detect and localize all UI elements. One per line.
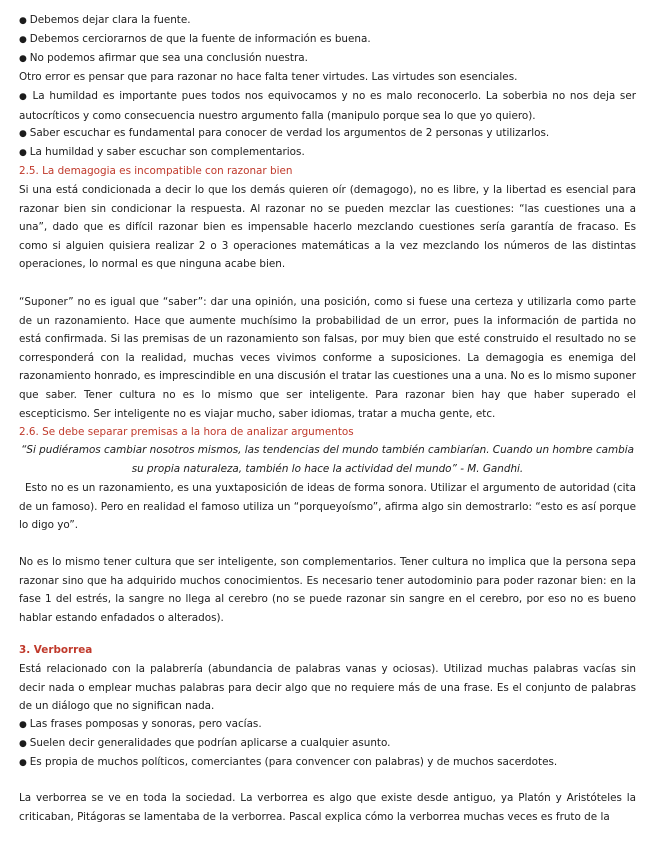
paragraph: Si una está condicionada a decir lo que los demás quieren oír (demagogo), no es libre, y la libertad es esencial para razonar bien sin condicionar la respuesta. Al razonar no se pueden mezclar las cuestiones: “las cuestiones una a una”, dado que es difícil razonar bien es impensable hacerlo mezclando cuestiones sería garantía de fracaso. Es como si alguien quisiera realizar 2 o 3 operaciones matemáticas a la vez mezclando los números de las distintas operaciones, lo normal es que ninguna acabe bien. bbox=[19, 184, 636, 271]
paragraph: Otro error es pensar que para razonar no hace falta tener virtudes. Las virtudes son esenciales. bbox=[19, 71, 518, 83]
section-heading-2-5: 2.5. La demagogia es incompatible con razonar bien bbox=[19, 165, 293, 177]
bullet-item: ● Suelen decir generalidades que podrían aplicarse a cualquier asunto. bbox=[19, 734, 636, 754]
bullet-item: ● La humildad es importante pues todos nos equivocamos y no es malo reconocerlo. La soberbia no nos deja ser autocríticos y como consecuencia nuestro argumento falla (manipulo porque sea lo que yo quiero). bbox=[19, 87, 636, 125]
bullet-item: ● Saber escuchar es fundamental para conocer de verdad los argumentos de 2 personas y utilizarlos. bbox=[19, 124, 636, 144]
bullet-item: ● No podemos afirmar que sea una conclusión nuestra. bbox=[19, 49, 636, 69]
bullet-item: ● Es propia de muchos políticos, comerciantes (para convencer con palabras) y de muchos sacerdotes. bbox=[19, 753, 636, 773]
section-heading-3: 3. Verborrea bbox=[19, 644, 93, 656]
bullet-item: ● Debemos dejar clara la fuente. bbox=[19, 11, 636, 31]
bullet-item: ● Las frases pomposas y sonoras, pero vacías. bbox=[19, 715, 636, 735]
gandhi-quote: “Si pudiéramos cambiar nosotros mismos, las tendencias del mundo también cambiarían. Cuando un hombre cambia su propia naturaleza, también lo hace la actividad del mundo” - M. Gandhi. bbox=[20, 444, 635, 475]
paragraph: La verborrea se ve en toda la sociedad. La verborrea es algo que existe desde antiguo, ya Platón y Aristóteles la criticaban, Pitágoras se lamentaba de la verborrea. Pascal explica cómo la verborrea muchas veces es fruto de la bbox=[19, 792, 636, 823]
paragraph: No es lo mismo tener cultura que ser inteligente, son complementarios. Tener cultura no implica que la persona sepa razonar sino que ha adquirido muchos conocimientos. Es necesario tener autodominio para poder razonar bien: en la fase 1 del estrés, la sangre no llega al cerebro (no se puede razonar sin sangre en el cerebro, por eso no es bueno hablar estando enfadados o alterados). bbox=[19, 556, 636, 624]
section-heading-2-6: 2.6. Se debe separar premisas a la hora de analizar argumentos bbox=[19, 426, 354, 438]
bullet-item: ● Debemos cerciorarnos de que la fuente de información es buena. bbox=[19, 30, 636, 50]
paragraph: “Suponer” no es igual que “saber”: dar una opinión, una posición, como si fuese una certeza y utilizarla como parte de un razonamiento. Hace que aumente muchísimo la probabilidad de un error, pues la información de partida no está confirmada. Si las premisas de un razonamiento son falsas, por muy bien que esté construido el resultado no se corresponderá con la realidad, muchas veces vivimos conforme a suposiciones. La demagogia es enemiga del razonamiento honrado, es imprescindible en una discusión el tratar las cuestiones una a una. No es lo mismo suponer que saber. Tener cultura no es lo mismo que ser inteligente. Para razonar bien hay que haber superado el escepticismo. Ser inteligente no es viajar mucho, saber idiomas, tratar a mucha gente, etc. bbox=[19, 296, 636, 420]
paragraph: Esto no es un razonamiento, es una yuxtaposición de ideas de forma sonora. Utilizar el argumento de autoridad (cita de un famoso). Pero en realidad el famoso utiliza un “porqueyoísmo”, afirma algo sin demostrarlo: “esto es así porque lo digo yo”. bbox=[19, 482, 636, 532]
paragraph: Está relacionado con la palabrería (abundancia de palabras vanas y ociosas). Utilizad muchas palabras vacías sin decir nada o emplear muchas palabras para decir algo que no requiere más de una frase. Es el conjunto de palabras de un diálogo que no significan nada. bbox=[19, 663, 636, 713]
bullet-item: ● La humildad y saber escuchar son complementarios. bbox=[19, 143, 636, 163]
